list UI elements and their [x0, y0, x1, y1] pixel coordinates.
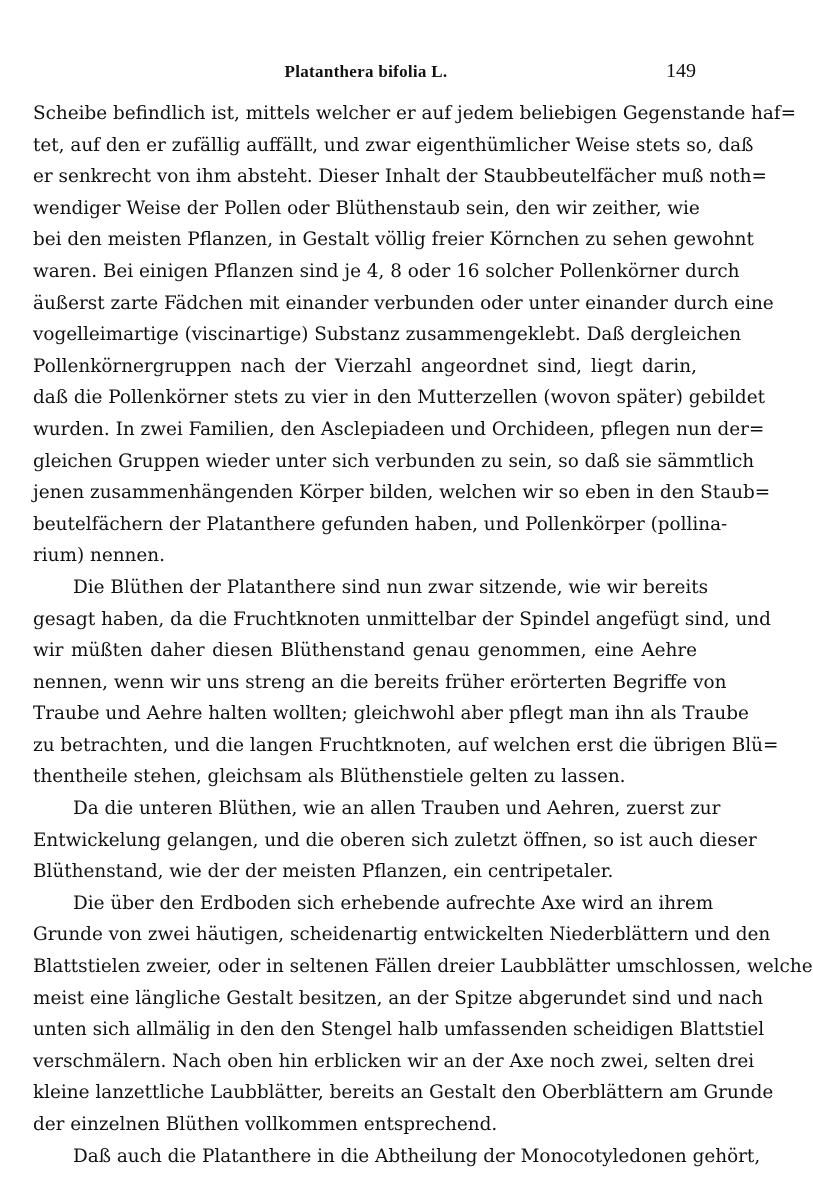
- text-line: er senkrecht von ihm absteht. Dieser Inhalt der Staubbeutelfächer muß noth=: [33, 166, 767, 188]
- text-line: Die Blüthen der Platanthere sind nun zwar sitzende, wie wir bereits: [73, 576, 709, 598]
- text-line: verschmälern. Nach oben hin erblicken wir an der Axe noch zwei, selten drei: [33, 1050, 755, 1072]
- paragraph: [33, 572, 779, 793]
- text-line: wendiger Weise der Pollen oder Blüthenstaub sein, den wir zeither, wie: [33, 197, 700, 219]
- text-line: der einzelnen Blüthen vollkommen entsprechend.: [33, 1114, 498, 1135]
- text-line: tet, auf den er zufällig auffällt, und zwar eigenthümlicher Weise stets so, daß: [33, 134, 754, 156]
- text-line: Da die unteren Blüthen, wie an allen Trauben und Aehren, zuerst zur: [73, 798, 721, 820]
- text-line: Entwickelung gelangen, und die oberen sich zuletzt öffnen, so ist auch dieser: [33, 829, 757, 851]
- text-line: beutelfächern der Platanthere gefunden haben, und Pollenkörper (pollina-: [33, 513, 728, 535]
- text-line: gleichen Gruppen wieder unter sich verbunden zu sein, so daß sie sämmtlich: [33, 450, 755, 472]
- text-line: vogelleimartige (viscinartige) Substanz zusammengeklebt. Daß dergleichen: [33, 324, 742, 346]
- text-line: Scheibe befindlich ist, mittels welcher er auf jedem beliebigen Gegenstande haf=: [33, 103, 797, 124]
- text-line: gesagt haben, da die Fruchtknoten unmittelbar der Spindel angefügt sind, und: [33, 608, 771, 630]
- paragraph: [33, 98, 797, 572]
- text-line: Traube und Aehre halten wollten; gleichwohl aber pflegt man ihn als Traube: [33, 703, 749, 725]
- text-line: Blüthenstand, wie der der meisten Pflanzen, ein centripetaler.: [33, 861, 614, 883]
- text-line: Pollenkörnergruppen nach der Vierzahl angeordnet sind, liegt darin,: [33, 355, 697, 377]
- text-line: kleine lanzettliche Laubblätter, bereits an Gestalt den Oberblättern am Grunde: [33, 1082, 774, 1104]
- running-head: [0, 58, 732, 88]
- body-text: [33, 98, 813, 1172]
- text-line: Daß auch die Platanthere in die Abtheilung der Monocotyledonen gehört,: [73, 1145, 761, 1167]
- text-line: Die über den Erdboden sich erhebende aufrechte Axe wird an ihrem: [73, 892, 714, 914]
- paragraph: [33, 888, 813, 1141]
- running-title: Platanthera bifolia L.: [284, 62, 448, 81]
- text-line: zu betrachten, und die langen Fruchtknoten, auf welchen erst die übrigen Blü=: [33, 734, 779, 756]
- text-line: rium) nennen.: [33, 545, 165, 567]
- text-line: meist eine längliche Gestalt besitzen, an der Spitze abgerundet sind und nach: [33, 987, 764, 1009]
- text-line: jenen zusammenhängenden Körper bilden, welchen wir so eben in den Staub=: [33, 482, 771, 504]
- text-line: Blattstielen zweier, oder in seltenen Fällen dreier Laubblätter umschlossen, welche: [33, 956, 813, 978]
- text-line: thentheile stehen, gleichsam als Blüthenstiele gelten zu lassen.: [33, 766, 626, 788]
- text-line: bei den meisten Pflanzen, in Gestalt völlig freier Körnchen zu sehen gewohnt: [33, 229, 754, 251]
- text-line: nennen, wenn wir uns streng an die bereits früher erörterten Begriffe von: [33, 671, 727, 693]
- text-line: waren. Bei einigen Pflanzen sind je 4, 8 oder 16 solcher Pollenkörner durch: [33, 260, 740, 282]
- paragraph: [33, 1141, 761, 1173]
- page-number: 149: [666, 60, 696, 82]
- text-line: wurden. In zwei Familien, den Asclepiadeen und Orchideen, pflegen nun der=: [33, 418, 765, 440]
- paragraph: [33, 793, 757, 888]
- text-line: daß die Pollenkörner stets zu vier in den Mutterzellen (wovon später) gebildet: [33, 387, 765, 409]
- text-line: unten sich allmälig in den den Stengel halb umfassenden scheidigen Blattstiel: [33, 1019, 765, 1041]
- text-line: äußerst zarte Fädchen mit einander verbunden oder unter einander durch eine: [33, 292, 774, 314]
- text-line: Grunde von zwei häutigen, scheidenartig entwickelten Niederblättern und den: [33, 924, 771, 946]
- text-line: wir müßten daher diesen Blüthenstand genau genommen, eine Aehre: [33, 640, 697, 662]
